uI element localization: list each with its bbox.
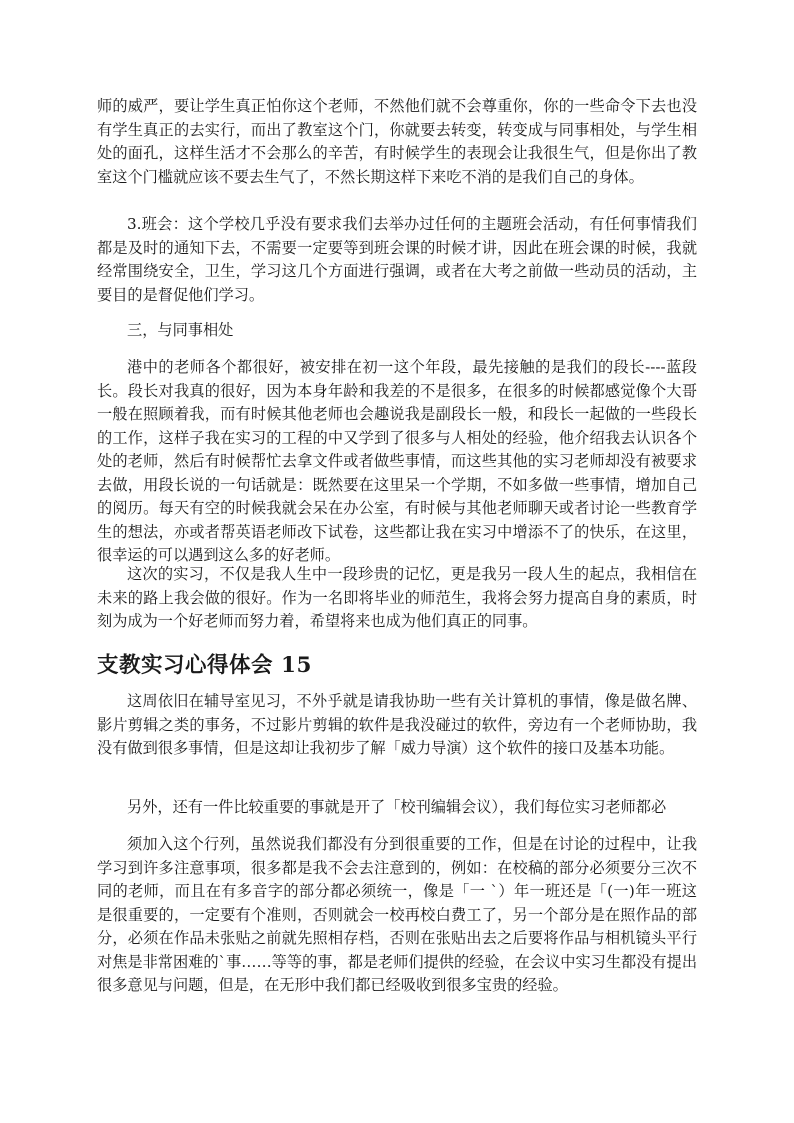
paragraph-teacher-authority: 师的威严，要让学生真正怕你这个老师，不然他们就不会尊重你，你的一些命令下去也没有学生真正的去实行，而出了教室这个门，你就要去转变，转变成与同事相处，与学生相处的面孔，这样生活才不会那么的辛苦，有时候学生的表现会让我很生气，但是你出了教室这个门槛就应该不要去生气了，不然长期这样下来吃不消的是我们自己的身体。 [97, 97, 697, 186]
paragraph-counseling-room: 这周依旧在辅导室见习，不外乎就是请我协助一些有关计算机的事情，像是做名牌、影片剪辑之类的事务，不过影片剪辑的软件是我没碰过的软件，旁边有一个老师协助，我没有做到很多事情，但是这却让我初步了解「威力导演）这个软件的接口及基本功能。 [97, 692, 697, 757]
paragraph-colleagues: 港中的老师各个都很好，被安排在初一这个年段，最先接触的是我们的段长----蓝段长。段长对我真的很好，因为本身年龄和我差的不是很多，在很多的时候都感觉像个大哥一般在照顾着我，而有时候其他老师也会趣说我是副段长一般，和段长一起做的一些段长的工作，这样子我在实习的工程的中又学到了很多与人相处的经验，他介绍我去认识各个处的老师，然后有时候帮忙去拿文件或者做些事情，而这些其他的实习老师却没有被要求去做，用段长说的一句话就是：既然要在这里呆一个学期，不如多做一些事情，增加自己的阅历。每天有空的时候我就会呆在办公室，有时候与其他老师聊天或者讨论一些教育学生的想法，亦或者帮英语老师改下试卷，这些都让我在实习中增添不了的快乐，在这里，很幸运的可以遇到这么多的好老师。 [97, 358, 697, 564]
section-title: 支教实习心得体会 15 [97, 653, 312, 678]
paragraph-editorial-meeting: 须加入这个行列，虽然说我们都没有分到很重要的工作，但是在讨论的过程中，让我学习到许多注意事项，很多都是我不会去注意到的，例如：在校稿的部分必须要分三次不同的老师，而且在有多音字的部分都必须统一，像是「一 `）年一班还是「(一)年一班这是很重要的，一定要有个准则，否则就会一校再校白费工了，另一个部分是在照作品的部分，必须在作品未张贴之前就先照相存档，否则在张贴出去之后要将作品与相机镜头平行对焦是非常困难的`事……等等的事，都是老师们提供的经验，在会议中实习生都没有提出很多意见与问题，但是，在无形中我们都已经吸收到很多宝贵的经验。 [97, 835, 697, 994]
paragraph-conclusion: 这次的实习，不仅是我人生中一段珍贵的记忆，更是我另一段人生的起点，我相信在未来的路上我会做的很好。作为一名即将毕业的师范生，我将会努力提高自身的素质，时刻为成为一个好老师而努力着，希望将来也成为他们真正的同事。 [97, 565, 697, 630]
paragraph-editorial-meeting-intro: 另外，还有一件比较重要的事就是开了「校刊编辑会议），我们每位实习老师都必 [127, 798, 667, 816]
paragraph-class-meeting: 3.班会：这个学校几乎没有要求我们去举办过任何的主题班会活动，有任何事情我们都是及时的通知下去，不需要一定要等到班会课的时候才讲，因此在班会课的时候，我就经常围绕安全，卫生，学习这几个方面进行强调，或者在大考之前做一些动员的活动，主要目的是督促他们学习。 [97, 215, 697, 304]
subheading-colleagues: 三，与同事相处 [127, 321, 234, 339]
